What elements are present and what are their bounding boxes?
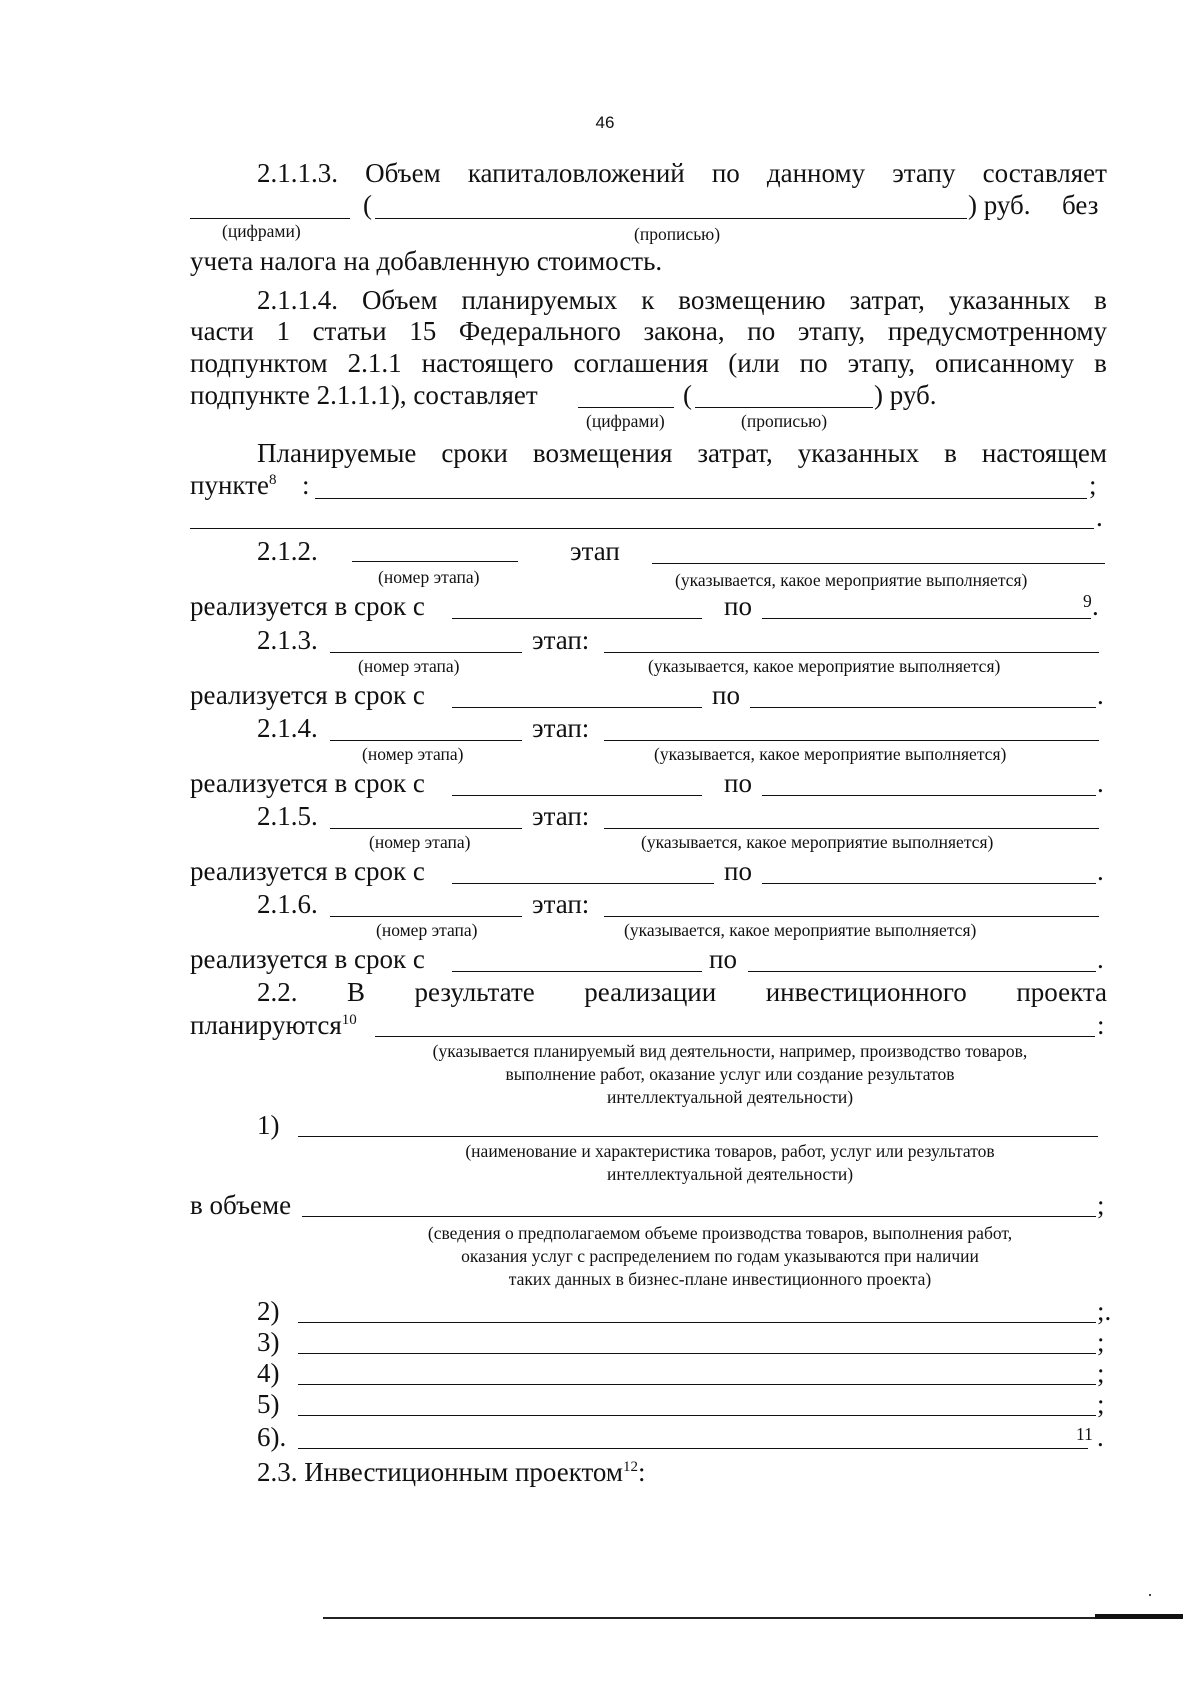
- activity-caption-1: (указывается планируемый вид деятельности, например, производство товаров,: [432, 1041, 1028, 1061]
- item-5-end: ;: [1097, 1389, 1105, 1419]
- end-date-field[interactable]: [762, 883, 1096, 884]
- word: 2.1.1.3.: [257, 158, 338, 188]
- stage-measure-field[interactable]: [604, 828, 1099, 829]
- terms-word: пункте: [190, 470, 269, 500]
- word: указанных: [797, 438, 920, 468]
- start-date-field[interactable]: [452, 971, 702, 972]
- word: указанных: [948, 285, 1071, 315]
- word: 1: [276, 316, 290, 346]
- stage-label: этап: [570, 536, 620, 566]
- section-2114-line1: [257, 285, 1107, 315]
- caption-stage-number: (номер этапа): [369, 832, 471, 852]
- realization-label: реализуется в срок с: [190, 856, 425, 886]
- section-22-line1: [257, 977, 1107, 1007]
- stage-end-period: .: [1097, 856, 1104, 886]
- footnote-10: 10: [341, 1012, 357, 1028]
- word: по: [711, 158, 740, 188]
- stage-number-label: 2.1.5.: [257, 801, 318, 831]
- reimburse-words-field[interactable]: [695, 407, 873, 408]
- item-6-end: .: [1097, 1422, 1104, 1452]
- word: Федерального: [458, 316, 621, 346]
- item-6-field[interactable]: [298, 1448, 1088, 1449]
- stage-measure-field[interactable]: [604, 740, 1099, 741]
- item-4-field[interactable]: [298, 1384, 1096, 1385]
- item-1-field[interactable]: [298, 1136, 1098, 1137]
- word: реализации: [584, 977, 717, 1007]
- stage-number-field[interactable]: [330, 828, 522, 829]
- item-5-label: 5): [257, 1389, 280, 1419]
- footnote-9: 9: [1083, 591, 1092, 611]
- start-date-field[interactable]: [452, 618, 702, 619]
- stage-measure-field[interactable]: [652, 563, 1105, 564]
- stage-number-label: 2.1.6.: [257, 889, 318, 919]
- po-label: по: [712, 680, 740, 710]
- end-date-field[interactable]: [748, 971, 1096, 972]
- word: этапу,: [847, 348, 915, 378]
- caption-stage-measure: (указывается, какое мероприятие выполняется): [654, 744, 1007, 764]
- item-6-label: 6).: [257, 1422, 287, 1452]
- section-2114-line2: [190, 316, 1107, 346]
- stage-label: этап:: [532, 889, 590, 919]
- terms-line1: [257, 438, 1107, 468]
- word: затрат,: [849, 285, 925, 315]
- caption-digits: (цифрами): [586, 411, 665, 431]
- stage-label: этап:: [532, 713, 590, 743]
- terms-field-1[interactable]: [315, 498, 1087, 499]
- paren-open: (: [683, 380, 692, 410]
- word: настоящем: [981, 438, 1107, 468]
- po-label: по: [724, 856, 752, 886]
- caption-stage-measure: (указывается, какое мероприятие выполняется): [624, 920, 977, 940]
- po-label: по: [724, 591, 752, 621]
- word: В: [347, 977, 366, 1007]
- section-2113-line1: [257, 158, 1107, 188]
- word: в: [1094, 285, 1107, 315]
- section-23-colon: :: [638, 1457, 646, 1487]
- item-5-field[interactable]: [298, 1415, 1096, 1416]
- section-2113-line3: учета налога на добавленную стоимость.: [190, 246, 663, 276]
- caption-stage-measure: (указывается, какое мероприятие выполняется): [675, 570, 1028, 590]
- word: части: [190, 316, 254, 346]
- volume-label: в объеме: [190, 1190, 292, 1220]
- word: проекта: [1016, 977, 1107, 1007]
- volume-caption-1: (сведения о предполагаемом объеме производства товаров, выполнения работ,: [427, 1223, 1013, 1243]
- word: капиталовложений: [467, 158, 685, 188]
- word: этапу: [892, 158, 956, 188]
- section-2114-line3: [190, 348, 1107, 378]
- paren-close-rub: ) руб.: [874, 380, 937, 410]
- caption-stage-number: (номер этапа): [378, 567, 480, 587]
- item-1-caption-1: (наименование и характеристика товаров, работ, услуг или результатов: [465, 1141, 995, 1161]
- section-23-heading: [257, 1457, 646, 1487]
- caption-stage-measure: (указывается, какое мероприятие выполняется): [648, 656, 1001, 676]
- word: Объем: [365, 158, 441, 188]
- word: этапу,: [797, 316, 866, 346]
- word: описанному: [934, 348, 1075, 378]
- stage-number-label: 2.1.4.: [257, 713, 318, 743]
- paren-close-rub: ) руб.: [968, 190, 1031, 220]
- end-date-field[interactable]: [750, 707, 1096, 708]
- end-date-field[interactable]: [762, 795, 1096, 796]
- stage-end-period: .: [1097, 944, 1104, 974]
- realization-label: реализуется в срок с: [190, 680, 425, 710]
- caption-words: (прописью): [741, 411, 828, 431]
- word: в: [944, 438, 957, 468]
- realization-label: реализуется в срок с: [190, 591, 425, 621]
- terms-semicolon: ;: [1089, 470, 1097, 500]
- word: возмещения: [532, 438, 673, 468]
- item-3-end: ;: [1097, 1327, 1105, 1357]
- word: планируемых: [461, 285, 618, 315]
- word: 2.2.: [257, 977, 298, 1007]
- footnote-8: 8: [268, 472, 277, 488]
- word: 2.1.1.4.: [257, 285, 338, 315]
- footnote-separator-thin: [323, 1617, 1183, 1619]
- stage-number-field[interactable]: [352, 561, 518, 562]
- word: предусмотренному: [887, 316, 1107, 346]
- word: по: [747, 316, 776, 346]
- capital-words-field[interactable]: [375, 218, 967, 219]
- stage-measure-field[interactable]: [604, 916, 1099, 917]
- item-3-label: 3): [257, 1327, 280, 1357]
- word: затрат,: [697, 438, 773, 468]
- reimburse-digits-field[interactable]: [578, 407, 674, 408]
- caption-digits: (цифрами): [222, 221, 301, 241]
- word: настоящего: [421, 348, 554, 378]
- item-1-caption-2: интеллектуальной деятельности): [606, 1164, 854, 1184]
- terms-colon: :: [302, 470, 310, 500]
- stage-label: этап:: [532, 801, 590, 831]
- word: (или: [728, 348, 780, 378]
- volume-field[interactable]: [302, 1216, 1096, 1217]
- po-label: по: [709, 944, 737, 974]
- terms-field-2[interactable]: [190, 528, 1094, 529]
- terms-period: .: [1096, 502, 1103, 532]
- stage-number-label: 2.1.3.: [257, 625, 318, 655]
- stage-number-field[interactable]: [330, 740, 522, 741]
- section-22-line2: [190, 1010, 357, 1040]
- section-2114-line4: подпункте 2.1.1.1), составляет: [190, 380, 538, 410]
- word: к: [641, 285, 655, 315]
- word: данному: [766, 158, 866, 188]
- item-1-label: 1): [257, 1110, 280, 1140]
- activity-caption-3: интеллектуальной деятельности): [606, 1087, 854, 1107]
- start-date-field[interactable]: [452, 707, 702, 708]
- po-label: по: [724, 768, 752, 798]
- terms-line2-label: [190, 470, 276, 500]
- word: инвестиционного: [765, 977, 967, 1007]
- volume-end: ;: [1097, 1190, 1105, 1220]
- stage-end-period: .: [1092, 591, 1099, 621]
- start-date-field[interactable]: [452, 795, 702, 796]
- word: сроки: [441, 438, 508, 468]
- item-4-label: 4): [257, 1358, 280, 1388]
- footnote-11: 11: [1076, 1424, 1093, 1444]
- activity-type-field[interactable]: [375, 1036, 1095, 1037]
- word: возмещению: [678, 285, 826, 315]
- stage-measure-field[interactable]: [604, 652, 1099, 653]
- item-2-end: ;.: [1097, 1296, 1112, 1326]
- caption-stage-measure: (указывается, какое мероприятие выполняется): [641, 832, 994, 852]
- activity-caption-2: выполнение работ, оказание услуг или создание результатов: [505, 1064, 955, 1084]
- word: составляет: [982, 158, 1107, 188]
- page-number: 46: [595, 113, 615, 132]
- stage-end-period: .: [1097, 768, 1104, 798]
- caption-stage-number: (номер этапа): [376, 920, 478, 940]
- caption-stage-number: (номер этапа): [358, 656, 460, 676]
- word: подпунктом: [190, 348, 328, 378]
- item-2-field[interactable]: [298, 1322, 1096, 1323]
- word: Планируемые: [257, 438, 417, 468]
- planned-word: планируются: [190, 1010, 342, 1040]
- item-4-end: ;: [1097, 1358, 1105, 1388]
- activity-colon: :: [1097, 1010, 1105, 1040]
- word: Объем: [361, 285, 438, 315]
- word: в: [1094, 348, 1107, 378]
- word: закона,: [643, 316, 725, 346]
- item-2-label: 2): [257, 1296, 280, 1326]
- capital-digits-field[interactable]: [190, 218, 350, 219]
- bez-word: без: [1062, 190, 1099, 220]
- word: статьи: [312, 316, 387, 346]
- word: результате: [414, 977, 535, 1007]
- word: 2.1.1: [347, 348, 402, 378]
- scan-speck: [1149, 1594, 1151, 1596]
- start-date-field[interactable]: [452, 883, 714, 884]
- realization-label: реализуется в срок с: [190, 768, 425, 798]
- stage-number-field[interactable]: [330, 916, 522, 917]
- stage-label: этап:: [532, 625, 590, 655]
- word: 15: [409, 316, 437, 346]
- caption-words: (прописью): [634, 224, 721, 244]
- footnote-12: 12: [623, 1459, 638, 1475]
- footnote-separator-thick: [1095, 1614, 1183, 1619]
- volume-caption-2: оказания услуг с распределением по годам указываются при наличии: [461, 1246, 979, 1266]
- caption-stage-number: (номер этапа): [362, 744, 464, 764]
- word: соглашения: [573, 348, 709, 378]
- section-23-text: 2.3. Инвестиционным проектом: [257, 1457, 623, 1487]
- word: по: [799, 348, 828, 378]
- stage-number-label: 2.1.2.: [257, 536, 318, 566]
- paren-open: (: [363, 190, 372, 220]
- stage-number-field[interactable]: [330, 652, 522, 653]
- realization-label: реализуется в срок с: [190, 944, 425, 974]
- volume-caption-3: таких данных в бизнес-плане инвестиционного проекта): [508, 1269, 932, 1289]
- end-date-field[interactable]: [762, 618, 1091, 619]
- stage-end-period: .: [1097, 680, 1104, 710]
- item-3-field[interactable]: [298, 1353, 1096, 1354]
